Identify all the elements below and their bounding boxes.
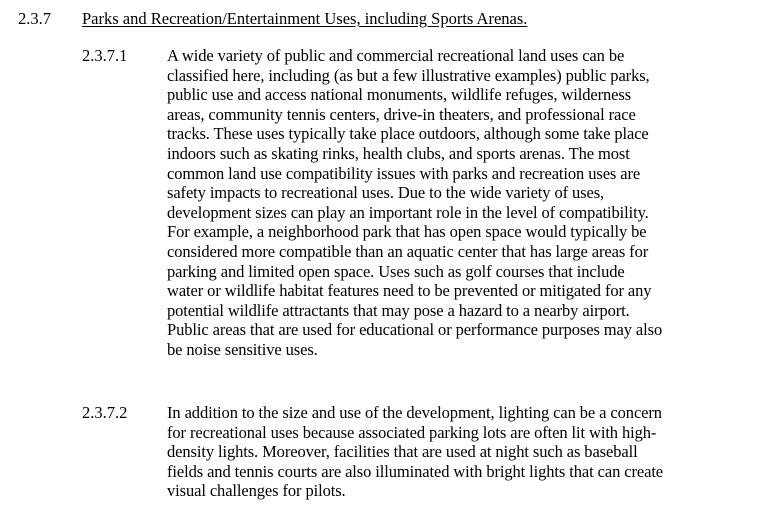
paragraph-line: For example, a neighborhood park that has open space would typically be [167, 222, 647, 242]
paragraph-line: indoors such as skating rinks, health clubs, and sports arenas. The most [167, 143, 630, 163]
paragraph-line: development sizes can play an important role in the level of compatibility. [167, 202, 649, 222]
paragraph-line: parking and limited open space. Uses such as golf courses that include [167, 261, 625, 281]
section-number: 2.3.7 [18, 9, 51, 28]
paragraph-line: potential wildlife attractants that may pose a hazard to a nearby airport. [167, 300, 630, 320]
subsection-paragraph [167, 403, 757, 501]
subsection-number: 2.3.7.2 [82, 403, 128, 422]
paragraph-line: areas, community tennis centers, drive-in theaters, and professional race [167, 104, 636, 124]
paragraph-line: visual challenges for pilots. [167, 481, 346, 501]
section-heading [0, 8, 768, 32]
paragraph-line: safety impacts to recreational uses. Due to the wide variety of uses, [167, 183, 605, 203]
paragraph-line: considered more compatible than an aquatic center that has large areas for [167, 241, 649, 261]
paragraph-line: density lights. Moreover, facilities that are used at night such as baseball [167, 442, 638, 462]
paragraph-line: classified here, including (as but a few illustrative examples) public parks, [167, 65, 650, 85]
paragraph-line: for recreational uses because associated parking lots are often lit with high- [167, 422, 657, 442]
paragraph-line: In addition to the size and use of the development, lighting can be a concern [167, 403, 662, 422]
paragraph-line: common land use compatibility issues with parks and recreation uses are [167, 163, 641, 183]
paragraph-line: be noise sensitive uses. [167, 339, 318, 359]
paragraph-line: A wide variety of public and commercial recreational land uses can be [167, 46, 625, 65]
subsection-paragraph [167, 46, 757, 360]
paragraph-line: water or wildlife habitat features need to be prevented or mitigated for any [167, 281, 652, 301]
subsection-number: 2.3.7.1 [82, 46, 128, 65]
section-title: Parks and Recreation/Entertainment Uses, including Sports Arenas. [82, 9, 528, 28]
paragraph-line: public use and access national monuments, wildlife refuges, wilderness [167, 85, 632, 105]
paragraph-line: fields and tennis courts are also illuminated with bright lights that can create [167, 461, 664, 481]
paragraph-line: Public areas that are used for educational or performance purposes may also [167, 320, 663, 340]
paragraph-line: tracks. These uses typically take place outdoors, although some take place [167, 124, 649, 144]
